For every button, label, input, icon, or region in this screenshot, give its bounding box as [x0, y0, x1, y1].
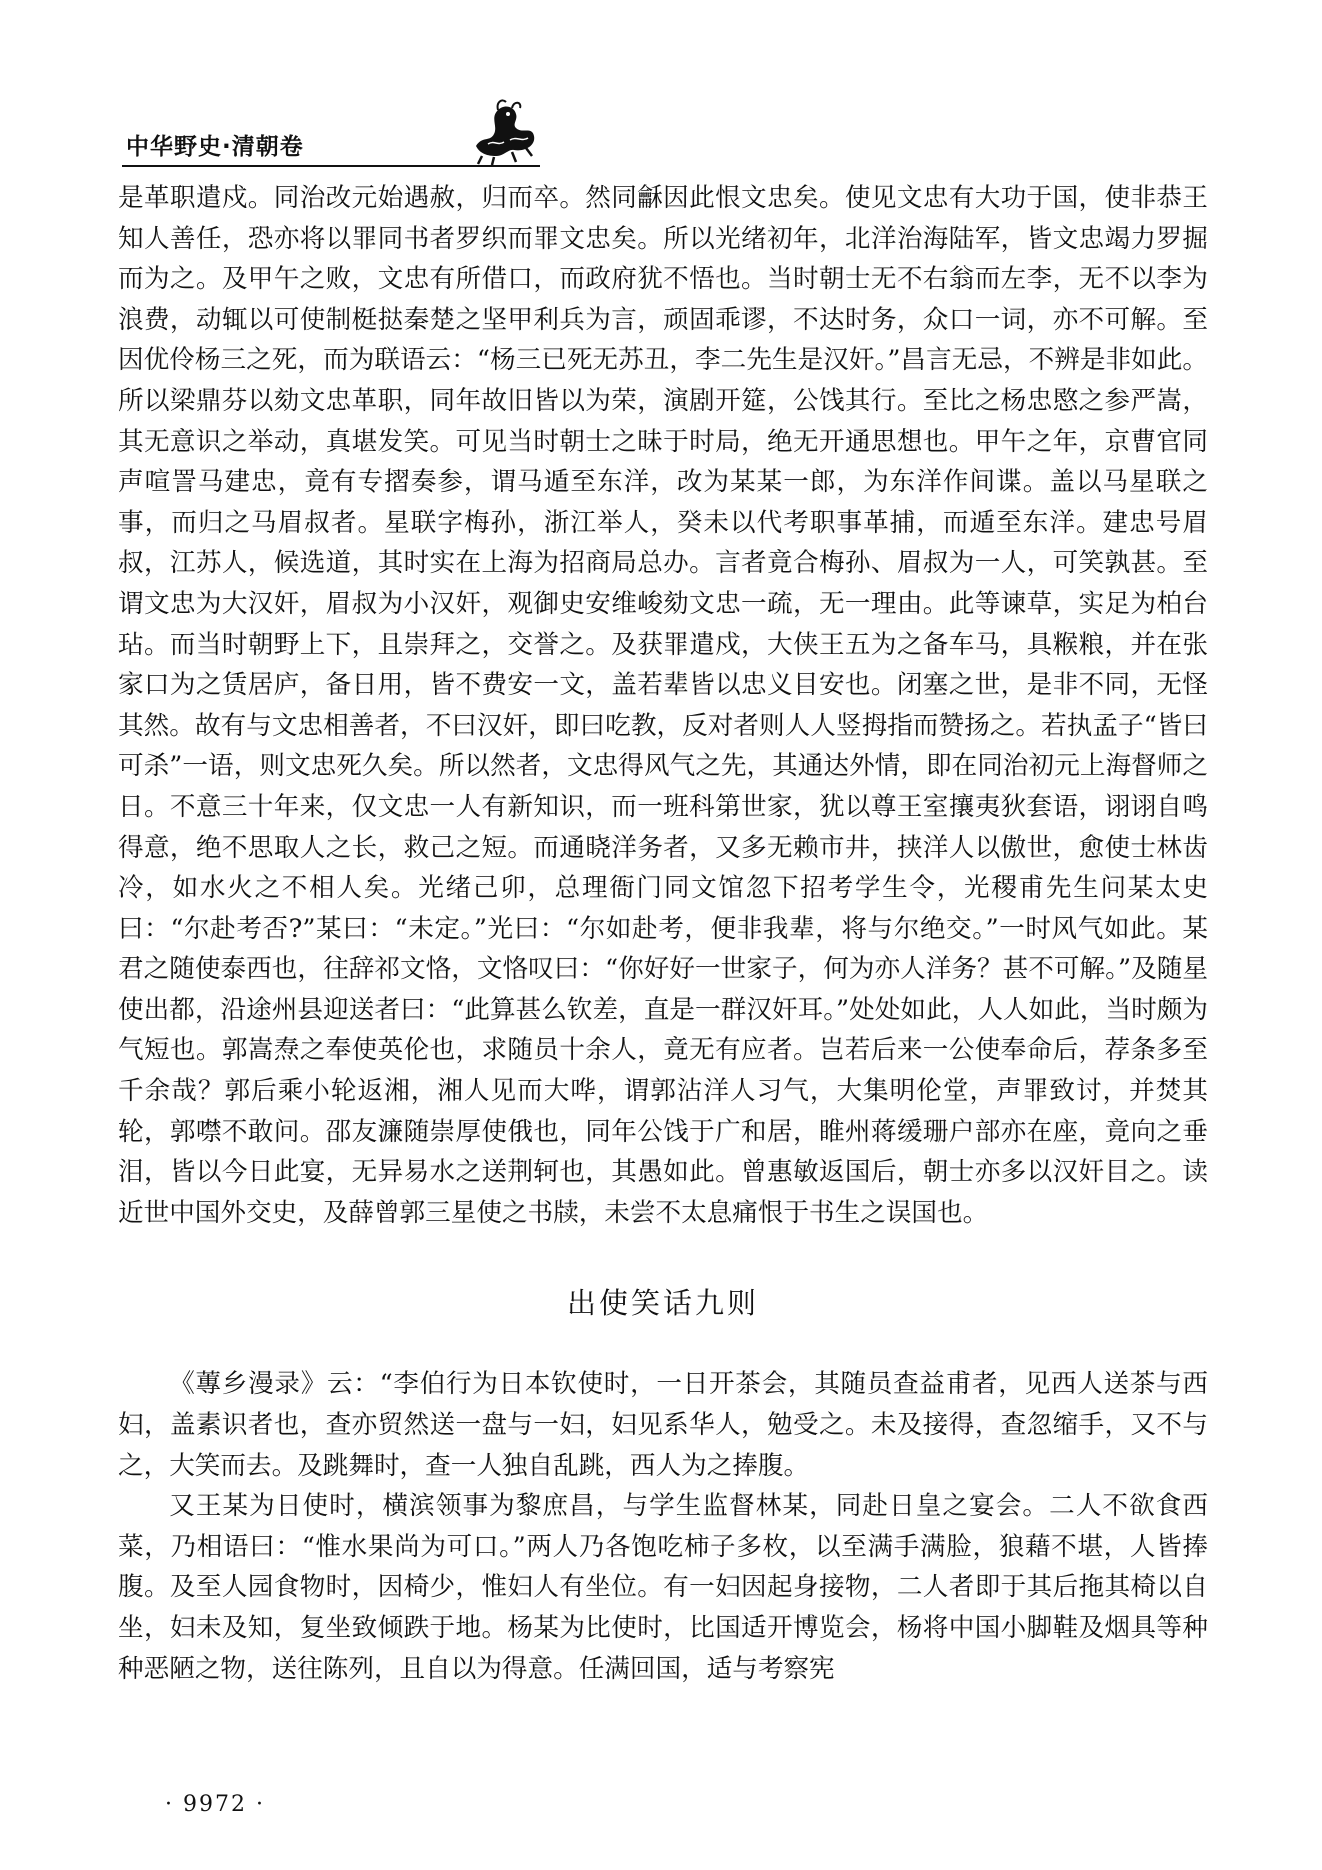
paragraph: 又王某为日使时，横滨领事为黎庶昌，与学生监督林某，同赴日皇之宴会。二人不欲食西菜，乃相语曰：“惟水果尚为可口。”两人乃各饱吃柿子多枚，以至满手满脸，狼藉不堪，人皆捧腹。及至人园食物时，因椅少，惟妇人有坐位。有一妇因起身接物，二人者即于其后拖其椅以自坐，妇未及知，复坐致倾跌于地。杨某为比使时，比国适开博览会，杨将中国小脚鞋及烟具等种种恶陋之物，送往陈列，且自以为得意。任满回国，适与考察宪 [118, 1491, 1208, 1684]
page-body [118, 178, 1208, 1689]
series-title: 中华野史·清朝卷 [126, 134, 304, 160]
paragraph: 《蓴乡漫录》云：“李伯行为日本钦使时，一日开茶会，其随员查益甫者，见西人送茶与西妇，盖素识者也，查亦贸然送一盘与一妇，妇见系华人，勉受之。未及接得，查忽缩手，又不与之，大笑而去。及跳舞时，查一人独自乱跳，西人为之捧腹。 [118, 1369, 1208, 1481]
page-number: · 9972 · [165, 1792, 265, 1817]
header-rule [122, 165, 540, 167]
running-header [122, 118, 540, 166]
section-title: 出使笑话九则 [566, 1286, 759, 1321]
dragon-emblem-icon [468, 96, 540, 166]
paragraph-continued: 是革职遣戍。同治改元始遇赦，归而卒。然同龢因此恨文忠矣。使见文忠有大功于国，使非恭王知人善任，恐亦将以罪同书者罗织而罪文忠矣。所以光绪初年，北洋治海陆军，皆文忠竭力罗掘而为之。及甲午之败，文忠有所借口，而政府犹不悟也。当时朝士无不右翁而左李，无不以李为浪费，动辄以可使制梃挞秦楚之坚甲利兵为言，顽固乖谬，不达时务，众口一词，亦不可解。至因优伶杨三之死，而为联语云：“杨三已死无苏丑，李二先生是汉奸。”昌言无忌，不辨是非如此。所以梁鼎芬以劾文忠革职，同年故旧皆以为荣，演剧开筵，公饯其行。至比之杨忠愍之参严嵩，其无意识之举动，真堪发笑。可见当时朝士之昧于时局，绝无开通思想也。甲午之年，京曹官同声喧詈马建忠，竟有专摺奏参，谓马遁至东洋，改为某某一郎，为东洋作间谍。盖以马星联之事，而归之马眉叔者。星联字梅孙，浙江举人，癸未以代考职事革捕，而遁至东洋。建忠号眉叔，江苏人，候选道，其时实在上海为招商局总办。言者竟合梅孙、眉叔为一人，可笑孰甚。至谓文忠为大汉奸，眉叔为小汉奸，观御史安维峻劾文忠一疏，无一理由。此等谏草，实足为柏台玷。而当时朝野上下，且崇拜之，交誉之。及获罪遣戍，大侠王五为之备车马，具糇粮，并在张家口为之赁居庐，备日用，皆不费安一文，盖若辈皆以忠义目安也。闭塞之世，是非不同，无怪其然。故有与文忠相善者，不曰汉奸，即曰吃教，反对者则人人竖拇指而赞扬之。若执孟子“皆曰可杀”一语，则文忠死久矣。所以然者，文忠得风气之先，其通达外情，即在同治初元上海督师之日。不意三十年来，仅文忠一人有新知识，而一班科第世家，犹以尊王室攘夷狄套语，诩诩自鸣得意，绝不思取人之长，救己之短。而通晓洋务者，又多无赖市井，挟洋人以傲世，愈使士林齿冷，如水火之不相人矣。光绪己卯，总理衙门同文馆忽下招考学生令，光稷甫先生问某太史曰：“尔赴考否?”某曰：“未定。”光曰：“尔如赴考，便非我辈，将与尔绝交。”一时风气如此。某君之随使泰西也，往辞祁文恪，文恪叹曰：“你好好一世家子，何为亦人洋务？甚不可解。”及随星使出都，沿途州县迎送者曰：“此算甚么钦差，直是一群汉奸耳。”处处如此，人人如此，当时颇为气短也。郭嵩焘之奉使英伦也，求随员十余人，竟无有应者。岂若后来一公使奉命后，荐条多至千余哉？郭后乘小轮返湘，湘人见而大哗，谓郭沾洋人习气，大集明伦堂，声罪致讨，并焚其轮，郭噤不敢问。邵友濂随崇厚使俄也，同年公饯于广和居，睢州蒋缓珊户部亦在座，竟向之垂泪，皆以今日此宴，无异易水之送荆轲也，其愚如此。曾惠敏返国后，朝士亦多以汉奸目之。读近世中国外交史，及薛曾郭三星使之书牍，未尝不太息痛恨于书生之误国也。 [118, 183, 1208, 1228]
